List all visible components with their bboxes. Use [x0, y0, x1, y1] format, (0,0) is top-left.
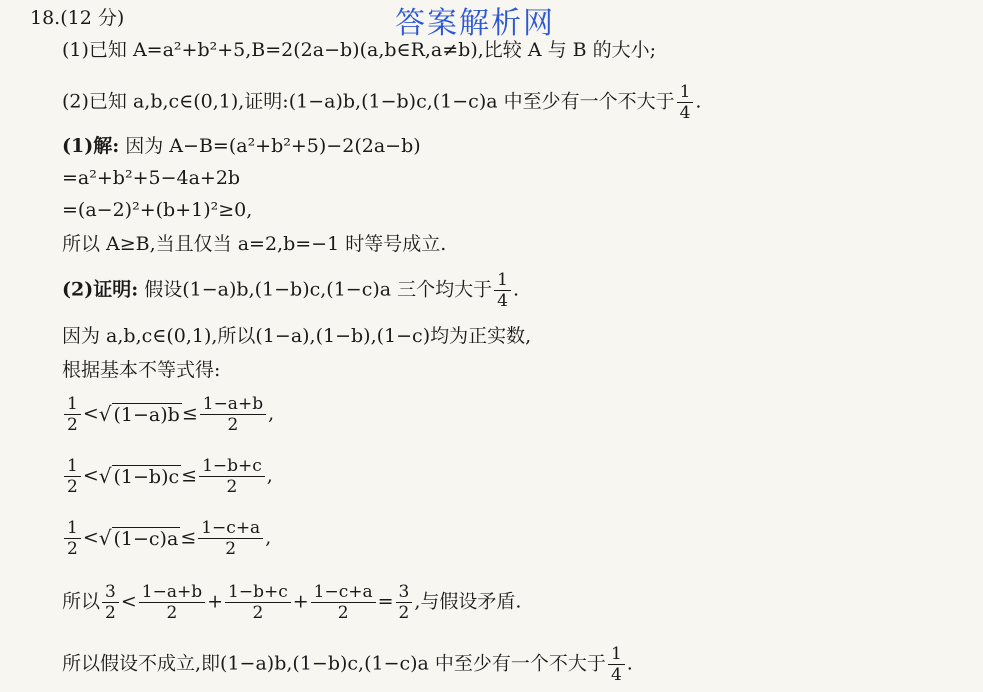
watermark: 答案解析网	[395, 6, 555, 41]
solution1-line2: =a²+b²+5−4a+2b	[62, 167, 241, 189]
conclusion: 所以假设不成立,即(1−a)b,(1−b)c,(1−c)a 中至少有一个不大于 $\frac{1}{4}$ .	[62, 644, 633, 685]
solution1-label: (1)解:	[62, 135, 120, 157]
fraction-one-quarter: $\frac{1}{4}$	[608, 644, 625, 685]
fraction-one-quarter: $\frac{1}{4}$	[677, 82, 694, 123]
solution2-assumption: (2)证明: 假设(1−a)b,(1−b)c,(1−c)a 三个均大于 $\frac{1}{4}$ .	[62, 270, 520, 311]
sqrt-term: √ (1−b)c	[98, 464, 180, 488]
sqrt-term: √ (1−c)a	[98, 526, 179, 550]
solution1-line4: 所以 A≥B,当且仅当 a=2,b=−1 时等号成立.	[62, 233, 447, 255]
problem-part2: (2)已知 a,b,c∈(0,1),证明:(1−a)b,(1−b)c,(1−c)a 中至少有一个不大于 $\frac{1}{4}$ .	[62, 82, 702, 123]
inequality-1: $\frac{1}{2}$ <√ (1−a)b ≤ $\frac{1-a+b}{2}$ ,	[62, 394, 274, 435]
fraction-one-quarter: $\frac{1}{4}$	[494, 270, 511, 311]
solution1-line1: (1)解: 因为 A−B=(a²+b²+5)−2(2a−b)	[62, 135, 421, 157]
solution2-basis: 根据基本不等式得:	[62, 359, 221, 381]
problem-header: 18.(12 分)	[30, 7, 125, 29]
solution2-because: 因为 a,b,c∈(0,1),所以(1−a),(1−b),(1−c)均为正实数,	[62, 325, 532, 347]
solution1-line3: =(a−2)²+(b+1)²≥0,	[62, 199, 253, 221]
inequality-2: $\frac{1}{2}$ <√ (1−b)c ≤ $\frac{1-b+c}{2}$ ,	[62, 456, 273, 497]
sqrt-term: √ (1−a)b	[98, 402, 180, 426]
problem-part2-text: (2)已知 a,b,c∈(0,1),证明:(1−a)b,(1−b)c,(1−c)a 中至少有一个不大于	[62, 90, 675, 113]
inequality-3: $\frac{1}{2}$ <√ (1−c)a ≤ $\frac{1-c+a}{2}$ ,	[62, 518, 271, 559]
problem-part1: (1)已知 A=a²+b²+5,B=2(2a−b)(a,b∈R,a≠b),比较 A 与 B 的大小;	[62, 39, 657, 61]
sum-contradiction: 所以 $\frac{3}{2}$ < $\frac{1-a+b}{2}$ + $\frac{1-b+c}{2}$ + $\frac{1-c+a}{2}$ = $\frac{3}{2}$ ,与假设矛盾.	[62, 582, 522, 623]
solution2-label: (2)证明:	[62, 278, 139, 301]
